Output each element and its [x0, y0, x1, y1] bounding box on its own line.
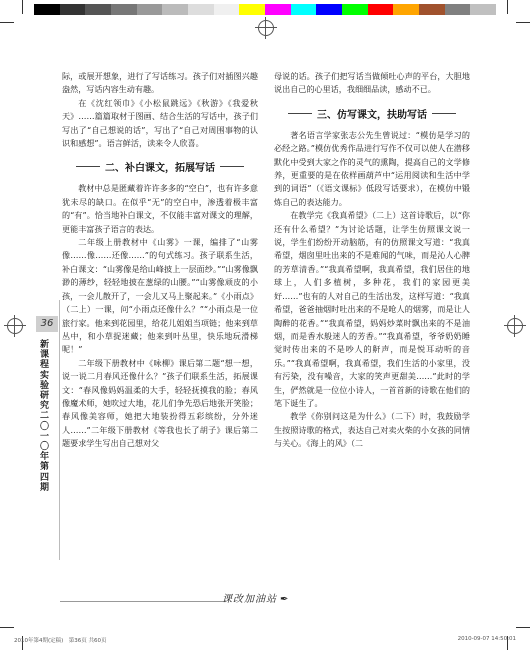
- heading-rule: [432, 113, 456, 114]
- right-column: [274, 70, 470, 451]
- registration-mark-icon: [258, 20, 274, 36]
- print-slug-left: 2010年第4期(定稿) 第36页 共60页: [14, 638, 107, 644]
- section-heading: [62, 159, 258, 174]
- paragraph: 教材中总是匿藏着许许多多的“空白”，也有许多意犹未尽的缺口。在似乎“无”的空白中，渗透着极丰富的“有”。恰当地补白课文，不仅能丰富对课文的理解，更能丰富孩子语言的表达。: [62, 183, 258, 234]
- section-heading-text: 三、仿写课文，扶助写话: [317, 109, 427, 121]
- paragraph: 著名语言学家张志公先生曾说过：“模仿是学习的必经之路。”模仿优秀作品进行写作不仅可以使人在潜移默化中受到大家之作的灵气的熏陶，提高自己的文学修养，更重要的是在依样画葫芦中“运用阅读和生活中学到的词语”（《语文课标》低段写话要求），在模仿中锻炼自己的表达能力。: [274, 129, 470, 207]
- color-swatch: [419, 4, 445, 15]
- crop-mark: [0, 22, 14, 23]
- section-heading: [274, 106, 470, 121]
- crop-mark: [507, 0, 508, 14]
- registration-mark-icon: [507, 318, 523, 334]
- color-swatch: [470, 4, 496, 15]
- printer-color-bar: [34, 4, 496, 15]
- crop-mark: [516, 22, 530, 23]
- color-swatch: [214, 4, 240, 15]
- color-swatch: [162, 4, 188, 15]
- color-swatch: [34, 4, 60, 15]
- color-swatch: [239, 4, 265, 15]
- color-swatch: [60, 4, 86, 15]
- heading-rule: [288, 113, 312, 114]
- pen-icon: ✒: [280, 594, 290, 605]
- footer-title: [222, 590, 289, 605]
- paragraph: 在《沈红领巾》《小松鼠跳远》《秋游》《我爱秋天》……篇篇取材于图画、结合生活的写话中，孩子们写出了“自己想说的话”，写出了“自己对周围事物的认识和感想”。语言鲜活，读来令人欣喜。: [62, 97, 258, 149]
- color-swatch: [85, 4, 111, 15]
- color-swatch: [316, 4, 342, 15]
- journal-vertical-title: 新课程实验研究二〇一〇年第四期: [40, 340, 50, 493]
- print-slug-right: 2010-09-07 14:50:01: [457, 636, 516, 642]
- crop-mark: [0, 627, 14, 628]
- registration-mark-icon: [7, 318, 23, 334]
- page-number: 36: [36, 316, 58, 332]
- paragraph: 在教学完《我真希望》（二上）这首诗歌后，以“你还有什么希望？”为讨论话题，让学生仿照课文说一说，学生们纷纷开动脑筋，有的仿照课文写道：“我真希望，烟囱里吐出来的不是难闻的气味，而是沁人心脾的芳草清香。”“我真希望啊，我真希望，我们居住的地球上，人们多植树，多种花，我们的家园更美好……”也有的人对自己的生活出发，这样写道：“我真希望，爸爸抽烟时吐出来的不是呛人的烟雾，而是让人陶醉的花香。”“我真希望，妈妈炒菜时飘出来的不是油烟，而是香水般迷人的芳香。”“我真希望，爷爷奶奶睡觉时传出来的不是吵人的鼾声，而是悦耳动听的音乐。”“我真希望啊，我真希望，我们生活的小家里，没有污染，没有噪音，大家的笑声更甜美……”此时的学生，俨然就是一位位小诗人，一首首新的诗歌在他们的笔下诞生了。: [274, 210, 470, 408]
- heading-rule: [220, 166, 244, 167]
- color-swatch: [445, 4, 471, 15]
- paragraph: 二年级下册教材中《咏柳》课后第二题“想一想，说一说二月春风还像什么？”孩子们联系生活，拓展课文：“春风像妈妈温柔的大手，轻轻抚摸我的脸；春风像魔术师，她吹过大地，花儿们争先恐后地张开笑脸；春风像美容师，她把大地装扮得五彩缤纷，分外迷人……”二年级下册教材《等我也长了胡子》课后第二题要求学生写出自己想对父: [62, 357, 258, 449]
- color-swatch: [111, 4, 137, 15]
- paragraph: 二年级上册教材中《山雾》一课，编排了“山雾像……像……还像……”的句式练习。孩子联系生活，补白课文：“山雾像是给山峰披上一层面纱。”“山雾像飘渺的薄纱，轻轻地披在葱绿的山腰。”“山雾像顽皮的小孩，一会儿散开了，一会儿又马上聚起来。”《小雨点》（二上）一课，问“小雨点还像什么？”“小雨点是一位旅行家。他来到花园里，给花儿姐姐当项链；他来到草丛中，和小草捉迷藏；他来到叶丛里，快乐地玩滑梯呢！”: [62, 237, 258, 355]
- color-swatch: [137, 4, 163, 15]
- color-swatch: [265, 4, 291, 15]
- paragraph: 教学《你别问这是为什么》（二下）时，我鼓励学生按照诗歌的格式，表达自己对卖火柴的小女孩的同情与关心。《海上的风》（二: [274, 411, 470, 449]
- paragraph: 母说的话。孩子们把写话当做倾吐心声的平台，大胆地说出自己的心里话，我细细品读，感动不已。: [274, 71, 470, 95]
- color-swatch: [342, 4, 368, 15]
- color-swatch: [188, 4, 214, 15]
- section-heading-text: 二、补白课文，拓展写话: [105, 163, 215, 175]
- crop-mark: [22, 0, 23, 14]
- side-divider: [59, 300, 60, 560]
- crop-mark: [516, 627, 530, 628]
- footer-title-text: 课改加油站: [222, 594, 277, 605]
- left-column: [62, 70, 258, 451]
- color-swatch: [393, 4, 419, 15]
- color-swatch: [291, 4, 317, 15]
- color-swatch: [368, 4, 394, 15]
- footer-rule: [60, 601, 226, 602]
- paragraph: 际，或展开想象，进行了写话练习。孩子们对插图兴趣盎然，写话内容生动有趣。: [62, 71, 258, 95]
- heading-rule: [76, 166, 100, 167]
